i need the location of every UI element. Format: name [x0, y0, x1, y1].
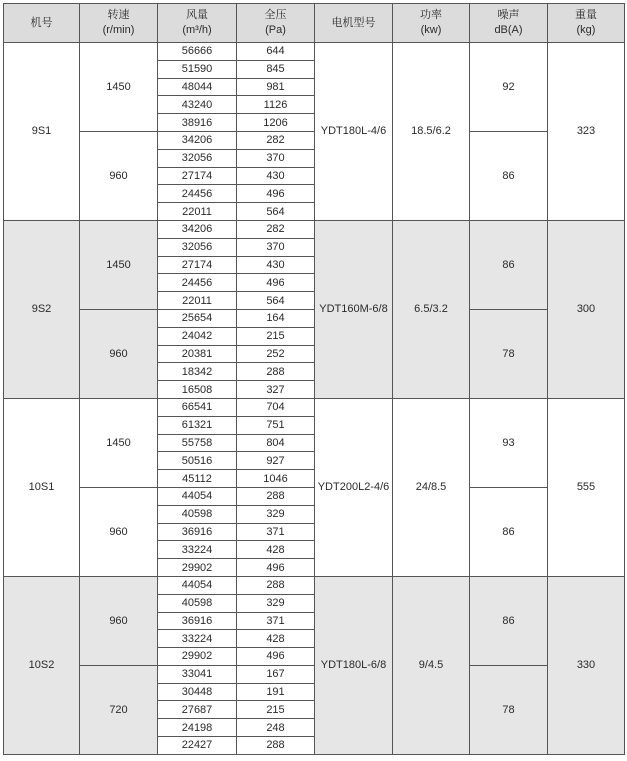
- header-weight-label: 重量: [575, 9, 597, 21]
- pressure-cell: 1126: [237, 96, 315, 114]
- airflow-cell: 24198: [158, 719, 237, 737]
- speed-cell: 1450: [80, 43, 158, 132]
- pressure-cell: 282: [237, 131, 315, 149]
- pressure-cell: 804: [237, 434, 315, 452]
- pressure-cell: 371: [237, 523, 315, 541]
- pressure-cell: 167: [237, 665, 315, 683]
- table-row: [4, 43, 625, 61]
- pressure-cell: 215: [237, 327, 315, 345]
- weight-cell: 323: [548, 43, 625, 221]
- pressure-cell: 981: [237, 78, 315, 96]
- airflow-cell: 29902: [158, 648, 237, 666]
- speed-cell: 960: [80, 131, 158, 220]
- power-cell: 18.5/6.2: [393, 43, 470, 221]
- weight-cell: 330: [548, 576, 625, 754]
- header-motor-label: 电机型号: [331, 16, 376, 29]
- header-pressure-unit: (Pa): [265, 24, 286, 36]
- airflow-cell: 27687: [158, 701, 237, 719]
- pressure-cell: 288: [237, 363, 315, 381]
- airflow-cell: 51590: [158, 60, 237, 78]
- airflow-cell: 36916: [158, 612, 237, 630]
- pressure-cell: 1046: [237, 470, 315, 488]
- table-row: [4, 487, 625, 505]
- power-cell: 6.5/3.2: [393, 220, 470, 398]
- speed-cell: 720: [80, 665, 158, 754]
- speed-cell: 1450: [80, 220, 158, 309]
- motor-cell: YDT200L2-4/6: [315, 398, 393, 576]
- airflow-cell: 24042: [158, 327, 237, 345]
- pressure-cell: 164: [237, 309, 315, 327]
- airflow-cell: 40598: [158, 594, 237, 612]
- table-row: [4, 665, 625, 683]
- airflow-cell: 56666: [158, 43, 237, 61]
- speed-cell: 1450: [80, 398, 158, 487]
- weight-cell: 300: [548, 220, 625, 398]
- header-power-unit: (kw): [420, 24, 442, 36]
- airflow-cell: 33224: [158, 541, 237, 559]
- header-pressure-label: 全压: [264, 9, 287, 21]
- airflow-cell: 30448: [158, 683, 237, 701]
- power-cell: 24/8.5: [393, 398, 470, 576]
- noise-cell: 78: [470, 665, 548, 754]
- header-weight-unit: (kg): [576, 24, 596, 36]
- airflow-cell: 34206: [158, 131, 237, 149]
- pressure-cell: 751: [237, 416, 315, 434]
- pressure-cell: 191: [237, 683, 315, 701]
- noise-cell: 93: [470, 398, 548, 487]
- header-weight: [548, 4, 625, 43]
- airflow-cell: 27174: [158, 256, 237, 274]
- motor-cell: YDT180L-4/6: [315, 43, 393, 221]
- airflow-cell: 16508: [158, 381, 237, 399]
- pressure-cell: 845: [237, 60, 315, 78]
- pressure-cell: 370: [237, 149, 315, 167]
- pressure-cell: 288: [237, 576, 315, 594]
- pressure-cell: 564: [237, 292, 315, 310]
- pressure-cell: 564: [237, 203, 315, 221]
- pressure-cell: 329: [237, 594, 315, 612]
- airflow-cell: 32056: [158, 149, 237, 167]
- noise-cell: 86: [470, 220, 548, 309]
- table-body: [4, 43, 625, 755]
- airflow-cell: 32056: [158, 238, 237, 256]
- header-speed-unit: (r/min): [102, 24, 135, 36]
- table-row: [4, 131, 625, 149]
- airflow-cell: 45112: [158, 470, 237, 488]
- table-row: [4, 309, 625, 327]
- model-cell: 9S1: [4, 43, 80, 221]
- airflow-cell: 44054: [158, 576, 237, 594]
- airflow-cell: 24456: [158, 185, 237, 203]
- pressure-cell: 252: [237, 345, 315, 363]
- airflow-cell: 22011: [158, 292, 237, 310]
- airflow-cell: 34206: [158, 220, 237, 238]
- header-speed: [80, 4, 158, 43]
- airflow-cell: 22427: [158, 737, 237, 755]
- pressure-cell: 215: [237, 701, 315, 719]
- airflow-cell: 55758: [158, 434, 237, 452]
- pressure-cell: 329: [237, 505, 315, 523]
- airflow-cell: 66541: [158, 398, 237, 416]
- header-airflow: [158, 4, 237, 43]
- airflow-cell: 33224: [158, 630, 237, 648]
- pressure-cell: 496: [237, 185, 315, 203]
- speed-cell: 960: [80, 576, 158, 665]
- model-cell: 9S2: [4, 220, 80, 398]
- header-noise-label: 噪声: [497, 9, 520, 21]
- pressure-cell: 430: [237, 256, 315, 274]
- airflow-cell: 61321: [158, 416, 237, 434]
- noise-cell: 86: [470, 576, 548, 665]
- airflow-cell: 33041: [158, 665, 237, 683]
- pressure-cell: 1206: [237, 114, 315, 132]
- pressure-cell: 327: [237, 381, 315, 399]
- model-cell: 10S2: [4, 576, 80, 754]
- table-row: [4, 398, 625, 416]
- header-pressure: [237, 4, 315, 43]
- header-noise: [470, 4, 548, 43]
- noise-cell: 78: [470, 309, 548, 398]
- header-power: [393, 4, 470, 43]
- speed-cell: 960: [80, 309, 158, 398]
- header-airflow-unit: (m³/h): [182, 24, 212, 36]
- model-cell: 10S1: [4, 398, 80, 576]
- speed-cell: 960: [80, 487, 158, 576]
- airflow-cell: 44054: [158, 487, 237, 505]
- header-airflow-label: 风量: [186, 9, 208, 21]
- header-speed-label: 转速: [107, 9, 130, 21]
- motor-cell: YDT160M-6/8: [315, 220, 393, 398]
- noise-cell: 86: [470, 131, 548, 220]
- airflow-cell: 50516: [158, 452, 237, 470]
- pressure-cell: 428: [237, 630, 315, 648]
- table-row: [4, 220, 625, 238]
- pressure-cell: 371: [237, 612, 315, 630]
- airflow-cell: 40598: [158, 505, 237, 523]
- pressure-cell: 644: [237, 43, 315, 61]
- airflow-cell: 25654: [158, 309, 237, 327]
- header-power-label: 功率: [420, 9, 442, 21]
- header-motor: [315, 4, 393, 43]
- airflow-cell: 48044: [158, 78, 237, 96]
- airflow-cell: 36916: [158, 523, 237, 541]
- pressure-cell: 496: [237, 274, 315, 292]
- header-model-label: 机号: [30, 16, 53, 29]
- pressure-cell: 282: [237, 220, 315, 238]
- pressure-cell: 428: [237, 541, 315, 559]
- table-header: [4, 4, 625, 43]
- noise-cell: 92: [470, 43, 548, 132]
- pressure-cell: 927: [237, 452, 315, 470]
- fan-spec-table: [3, 3, 625, 755]
- airflow-cell: 29902: [158, 559, 237, 577]
- airflow-cell: 22011: [158, 203, 237, 221]
- header-noise-unit: dB(A): [494, 24, 523, 36]
- power-cell: 9/4.5: [393, 576, 470, 754]
- pressure-cell: 288: [237, 487, 315, 505]
- airflow-cell: 24456: [158, 274, 237, 292]
- pressure-cell: 248: [237, 719, 315, 737]
- noise-cell: 86: [470, 487, 548, 576]
- airflow-cell: 20381: [158, 345, 237, 363]
- pressure-cell: 430: [237, 167, 315, 185]
- pressure-cell: 370: [237, 238, 315, 256]
- airflow-cell: 43240: [158, 96, 237, 114]
- airflow-cell: 38916: [158, 114, 237, 132]
- pressure-cell: 496: [237, 648, 315, 666]
- weight-cell: 555: [548, 398, 625, 576]
- table-row: [4, 576, 625, 594]
- pressure-cell: 704: [237, 398, 315, 416]
- motor-cell: YDT180L-6/8: [315, 576, 393, 754]
- airflow-cell: 18342: [158, 363, 237, 381]
- header-model: [4, 4, 80, 43]
- pressure-cell: 288: [237, 737, 315, 755]
- pressure-cell: 496: [237, 559, 315, 577]
- airflow-cell: 27174: [158, 167, 237, 185]
